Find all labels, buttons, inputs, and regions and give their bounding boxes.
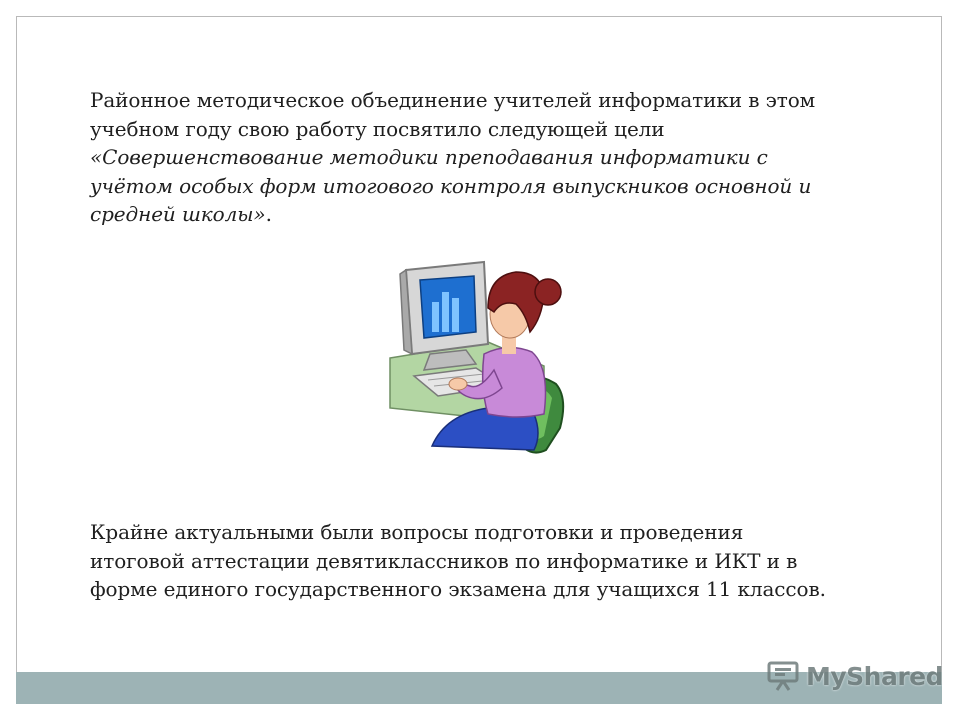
- hair-bun: [535, 279, 561, 305]
- hand-shape: [449, 378, 467, 390]
- watermark-text: MyShared: [806, 661, 944, 691]
- myshared-watermark: [766, 656, 943, 696]
- intro-italic-line-1: «Совершенствование методики преподавания информатики с: [90, 145, 768, 169]
- screen-bar-2: [442, 292, 449, 332]
- neck-shape: [502, 336, 516, 354]
- outro-line-1: Крайне актуальными были вопросы подготовки и проведения: [90, 520, 744, 544]
- intro-italic-line-3: средней школы».: [90, 202, 272, 226]
- screen-bar-1: [432, 302, 439, 332]
- intro-line-2: учебном году свою работу посвятило следующей цели: [90, 116, 665, 141]
- outro-line-3: форме единого государственного экзамена для учащихся 11 классов.: [90, 577, 826, 601]
- woman-at-computer-illustration: [384, 258, 594, 472]
- intro-paragraph: [90, 86, 880, 229]
- intro-line-1: Районное методическое объединение учителей информатики в этом: [90, 88, 816, 112]
- outro-line-2: итоговой аттестации девятиклассников по информатике и ИКТ и в: [90, 548, 798, 573]
- screen-bar-3: [452, 298, 459, 332]
- intro-end-punct: .: [265, 202, 272, 226]
- outro-paragraph: [90, 518, 880, 604]
- intro-italic-line-2: учётом особых форм итогового контроля выпускников основной и: [90, 173, 812, 198]
- presentation-icon: [766, 660, 800, 692]
